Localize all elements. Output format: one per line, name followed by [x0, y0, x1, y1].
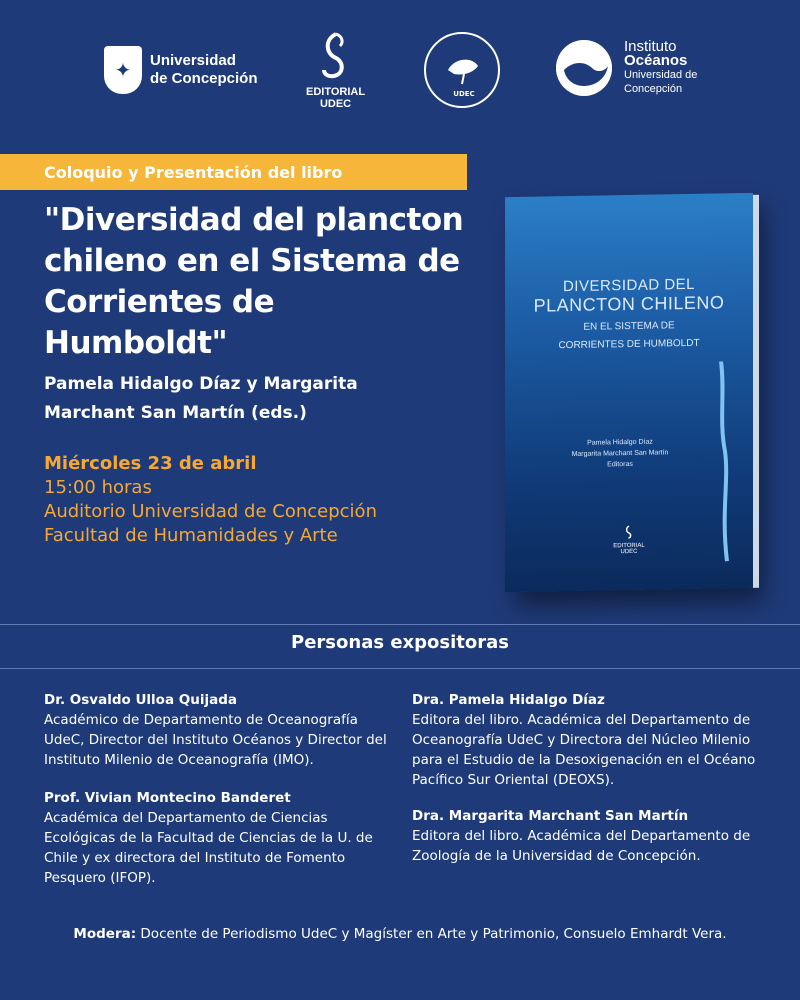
event-time: 15:00 horas	[44, 477, 152, 498]
swan-icon	[314, 30, 358, 86]
event-date: Miércoles 23 de abril	[44, 453, 257, 474]
facultad-logo	[424, 32, 500, 108]
book-cover-author1: Pamela Hidalgo Díaz	[587, 438, 653, 447]
book-swan-icon	[622, 525, 636, 541]
oceanos-wave-icon	[556, 40, 612, 96]
book-cover-title-line1: DIVERSIDAD DEL	[562, 275, 696, 296]
book-cover-author2: Margarita Marchant San Martín	[571, 449, 669, 459]
speaker-bio: Editora del libro. Académica del Departamento de Zoología de la Universidad de Concepción.	[412, 828, 751, 864]
event-details	[44, 452, 484, 548]
speaker-bio: Académica del Departamento de Ciencias Ecológicas de la Facultad de Ciencias de la U. de Chile y ex directora del Instituto de Fomento Pesquero (IFOP).	[44, 810, 373, 886]
oceanos-logo-line1: Instituto	[624, 38, 677, 55]
speaker-card	[412, 806, 762, 866]
moderator-label: Modera:	[73, 926, 137, 942]
oceanos-logo-line3: Universidad de	[624, 69, 698, 81]
event-type-banner: Coloquio y Presentación del libro	[0, 154, 467, 190]
speaker-name: Prof. Vivian Montecino Banderet	[44, 790, 291, 806]
oceanos-logo-line2: Océanos	[624, 52, 688, 69]
book-cover-publisher	[609, 525, 649, 556]
book-cover-authors	[545, 436, 695, 472]
oceanos-logo-line4: Concepción	[624, 83, 683, 95]
book-title-heading: "Diversidad del plancton chileno en el Sistema de Corrientes de Humboldt"	[44, 202, 464, 361]
udec-shield-icon: ✦	[104, 46, 142, 94]
section-divider-top	[0, 624, 800, 625]
speaker-name: Dra. Margarita Marchant San Martín	[412, 808, 689, 824]
event-place-line1: Auditorio Universidad de Concepción	[44, 501, 377, 522]
moderator-text: Docente de Periodismo UdeC y Magíster en Arte y Patrimonio, Consuelo Emhardt Vera.	[136, 926, 727, 942]
book-cover-editors-label: Editoras	[607, 460, 633, 469]
section-divider-bottom	[0, 668, 800, 669]
instituto-oceanos-logo	[556, 40, 697, 96]
editorial-logo-line2: UDEC	[319, 98, 352, 110]
book-cover-subtitle-line2: CORRIENTES DE HUMBOLDT	[558, 337, 700, 352]
speaker-card	[44, 690, 394, 770]
book-cover-publisher-line1: EDITORIAL	[613, 542, 645, 550]
book-cover-title	[505, 275, 753, 353]
editorial-udec-logo	[306, 30, 365, 110]
speaker-name: Dr. Osvaldo Ulloa Quijada	[44, 692, 237, 708]
book-cover-image	[505, 193, 753, 592]
udec-logo-line2: de Concepción	[150, 70, 258, 87]
book-editors: Pamela Hidalgo Díaz y Margarita Marchant San Martín (eds.)	[44, 374, 358, 423]
facultad-seal	[424, 32, 500, 108]
chile-coastline-icon	[711, 361, 741, 562]
editorial-logo-line1: EDITORIAL	[306, 86, 366, 98]
book-cover-subtitle-line1: EN EL SISTEMA DE	[583, 320, 675, 333]
book-cover-publisher-line2: UDEC	[620, 548, 638, 556]
speaker-bio: Académico de Departamento de Oceanografía UdeC, Director del Instituto Océanos y Director del Instituto Milenio de Oceanografía (IMO).	[44, 712, 387, 768]
udec-logo-line1: Universidad	[150, 52, 236, 69]
book-spine	[753, 195, 759, 588]
facultad-logo-bottom: UDEC	[453, 90, 475, 98]
event-place-line2: Facultad de Humanidades y Arte	[44, 525, 338, 546]
udec-logo	[104, 46, 258, 94]
book-cover-title-line2: PLANCTON CHILENO	[533, 292, 725, 316]
logo-bar	[0, 30, 800, 130]
speaker-bio: Editora del libro. Académica del Departamento de Oceanografía UdeC y Directora del Núcleo Milenio para el Estudio de la Desoxigenación en el Océano Pacífico Sur Oriental (DEOXS).	[412, 712, 756, 788]
speaker-card	[412, 690, 762, 790]
speaker-card	[44, 788, 394, 888]
speaker-name: Dra. Pamela Hidalgo Díaz	[412, 692, 605, 708]
speakers-section-title: Personas expositoras	[291, 632, 509, 653]
moderator-line	[0, 926, 800, 942]
